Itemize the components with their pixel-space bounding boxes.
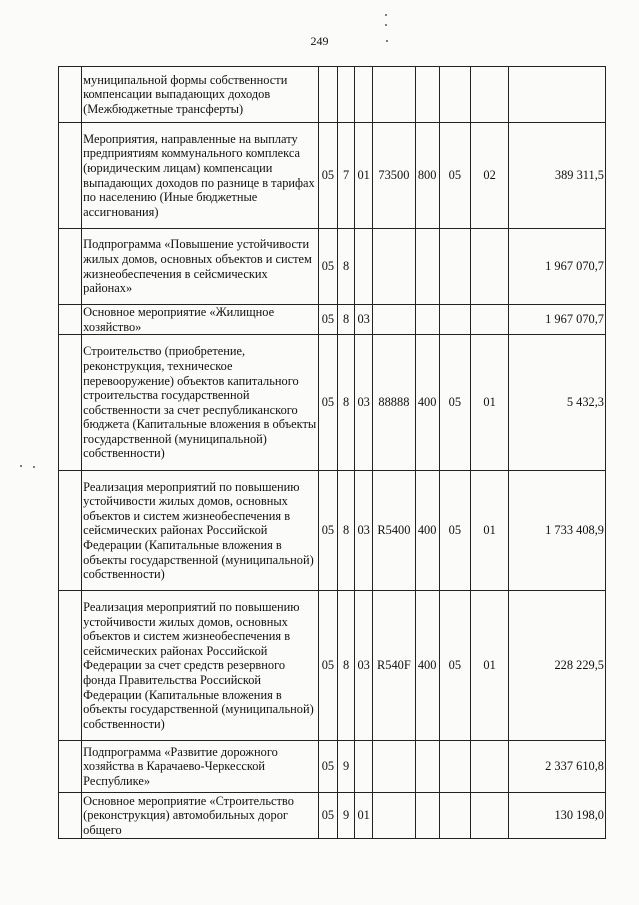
code-o1 bbox=[439, 67, 470, 123]
code-es: 88888 bbox=[373, 335, 415, 471]
code-vr bbox=[415, 793, 439, 839]
row-marker-cell bbox=[59, 229, 82, 305]
row-marker-cell bbox=[59, 67, 82, 123]
code-rz: 05 bbox=[318, 335, 337, 471]
code-rz: 05 bbox=[318, 741, 337, 793]
table-row bbox=[59, 305, 606, 335]
code-es: R540F bbox=[373, 591, 415, 741]
table-row bbox=[59, 591, 606, 741]
code-rz: 05 bbox=[318, 123, 337, 229]
code-rz: 05 bbox=[318, 305, 337, 335]
scan-speck bbox=[386, 40, 388, 42]
code-pp bbox=[355, 67, 373, 123]
code-gp: 9 bbox=[338, 793, 355, 839]
code-pp: 03 bbox=[355, 591, 373, 741]
code-es: 73500 bbox=[373, 123, 415, 229]
code-gp: 8 bbox=[338, 471, 355, 591]
code-o2 bbox=[470, 305, 508, 335]
row-marker-cell bbox=[59, 793, 82, 839]
row-name: муниципальной формы собственности компенсации выпадающих доходов (Межбюджетные трансферты) bbox=[82, 67, 319, 123]
code-gp bbox=[338, 67, 355, 123]
code-rz: 05 bbox=[318, 793, 337, 839]
code-rz: 05 bbox=[318, 591, 337, 741]
code-vr bbox=[415, 67, 439, 123]
code-gp: 8 bbox=[338, 335, 355, 471]
code-gp: 8 bbox=[338, 305, 355, 335]
code-rz: 05 bbox=[318, 471, 337, 591]
code-gp: 8 bbox=[338, 229, 355, 305]
code-o1: 05 bbox=[439, 471, 470, 591]
code-pp: 03 bbox=[355, 335, 373, 471]
code-es: R5400 bbox=[373, 471, 415, 591]
table-row bbox=[59, 471, 606, 591]
code-gp: 7 bbox=[338, 123, 355, 229]
row-name: Мероприятия, направленные на выплату предприятиям коммунального комплекса (юридическим лицам) компенсации выпадающих доходов по разнице в тарифах по населению (Иные бюджетные ассигнования) bbox=[82, 123, 319, 229]
code-rz bbox=[318, 67, 337, 123]
code-pp: 01 bbox=[355, 793, 373, 839]
row-sum bbox=[509, 67, 606, 123]
code-o1: 05 bbox=[439, 335, 470, 471]
code-o2: 01 bbox=[470, 471, 508, 591]
row-sum: 228 229,5 bbox=[509, 591, 606, 741]
code-gp: 8 bbox=[338, 591, 355, 741]
code-es bbox=[373, 741, 415, 793]
row-sum: 1 967 070,7 bbox=[509, 229, 606, 305]
row-name: Основное мероприятие «Жилищное хозяйство» bbox=[82, 305, 319, 335]
code-vr: 400 bbox=[415, 335, 439, 471]
code-vr bbox=[415, 305, 439, 335]
code-pp: 03 bbox=[355, 471, 373, 591]
row-sum: 1 733 408,9 bbox=[509, 471, 606, 591]
code-o2: 01 bbox=[470, 335, 508, 471]
row-marker-cell bbox=[59, 305, 82, 335]
code-rz: 05 bbox=[318, 229, 337, 305]
row-sum: 1 967 070,7 bbox=[509, 305, 606, 335]
row-marker-cell bbox=[59, 471, 82, 591]
table-row bbox=[59, 335, 606, 471]
scan-speck bbox=[20, 465, 22, 467]
row-sum: 2 337 610,8 bbox=[509, 741, 606, 793]
row-sum: 5 432,3 bbox=[509, 335, 606, 471]
code-pp bbox=[355, 741, 373, 793]
code-o1 bbox=[439, 741, 470, 793]
table-row bbox=[59, 793, 606, 839]
code-es bbox=[373, 305, 415, 335]
code-o2 bbox=[470, 67, 508, 123]
code-vr bbox=[415, 229, 439, 305]
code-es bbox=[373, 229, 415, 305]
code-vr: 800 bbox=[415, 123, 439, 229]
code-o1 bbox=[439, 793, 470, 839]
code-o1: 05 bbox=[439, 591, 470, 741]
code-o2 bbox=[470, 229, 508, 305]
row-marker-cell bbox=[59, 335, 82, 471]
row-name: Реализация мероприятий по повышению устойчивости жилых домов, основных объектов и систем жизнеобеспечения в сейсмических районах Российской Федерации (Капитальные вложения в объекты государственной (муниципальной) собственности) bbox=[82, 471, 319, 591]
code-es bbox=[373, 67, 415, 123]
code-o2: 01 bbox=[470, 591, 508, 741]
code-o2 bbox=[470, 741, 508, 793]
row-marker-cell bbox=[59, 123, 82, 229]
table-row bbox=[59, 741, 606, 793]
code-o2 bbox=[470, 793, 508, 839]
scan-speck bbox=[33, 466, 35, 468]
scan-speck bbox=[385, 14, 387, 16]
code-pp: 03 bbox=[355, 305, 373, 335]
code-es bbox=[373, 793, 415, 839]
code-o1 bbox=[439, 229, 470, 305]
row-marker-cell bbox=[59, 591, 82, 741]
table-row bbox=[59, 123, 606, 229]
code-vr: 400 bbox=[415, 471, 439, 591]
row-name: Основное мероприятие «Строительство (реконструкция) автомобильных дорог общего bbox=[82, 793, 319, 839]
code-o1: 05 bbox=[439, 123, 470, 229]
code-gp: 9 bbox=[338, 741, 355, 793]
row-name: Подпрограмма «Повышение устойчивости жилых домов, основных объектов и систем жизнеобеспечения в сейсмических районах» bbox=[82, 229, 319, 305]
code-vr: 400 bbox=[415, 591, 439, 741]
page-number: 249 bbox=[310, 34, 329, 48]
code-pp: 01 bbox=[355, 123, 373, 229]
code-pp bbox=[355, 229, 373, 305]
row-sum: 389 311,5 bbox=[509, 123, 606, 229]
table-body bbox=[59, 67, 606, 839]
row-marker-cell bbox=[59, 741, 82, 793]
row-name: Реализация мероприятий по повышению устойчивости жилых домов, основных объектов и систем жизнеобеспечения в сейсмических районах Российской Федерации за счет средств резервного фонда Правительства Российской Федерации (Капитальные вложения в объекты государственной (муниципальной) собственности) bbox=[82, 591, 319, 741]
scan-speck bbox=[385, 24, 387, 26]
row-name: Подпрограмма «Развитие дорожного хозяйства в Карачаево-Черкесской Республике» bbox=[82, 741, 319, 793]
table-row bbox=[59, 67, 606, 123]
code-o1 bbox=[439, 305, 470, 335]
table-row bbox=[59, 229, 606, 305]
code-vr bbox=[415, 741, 439, 793]
code-o2: 02 bbox=[470, 123, 508, 229]
row-name: Строительство (приобретение, реконструкция, техническое перевооружение) объектов капитального строительства государственной собственности за счет республиканского бюджета (Капитальные вложения в объекты государственной (муниципальной) собственности) bbox=[82, 335, 319, 471]
row-sum: 130 198,0 bbox=[509, 793, 606, 839]
budget-table bbox=[58, 66, 606, 839]
